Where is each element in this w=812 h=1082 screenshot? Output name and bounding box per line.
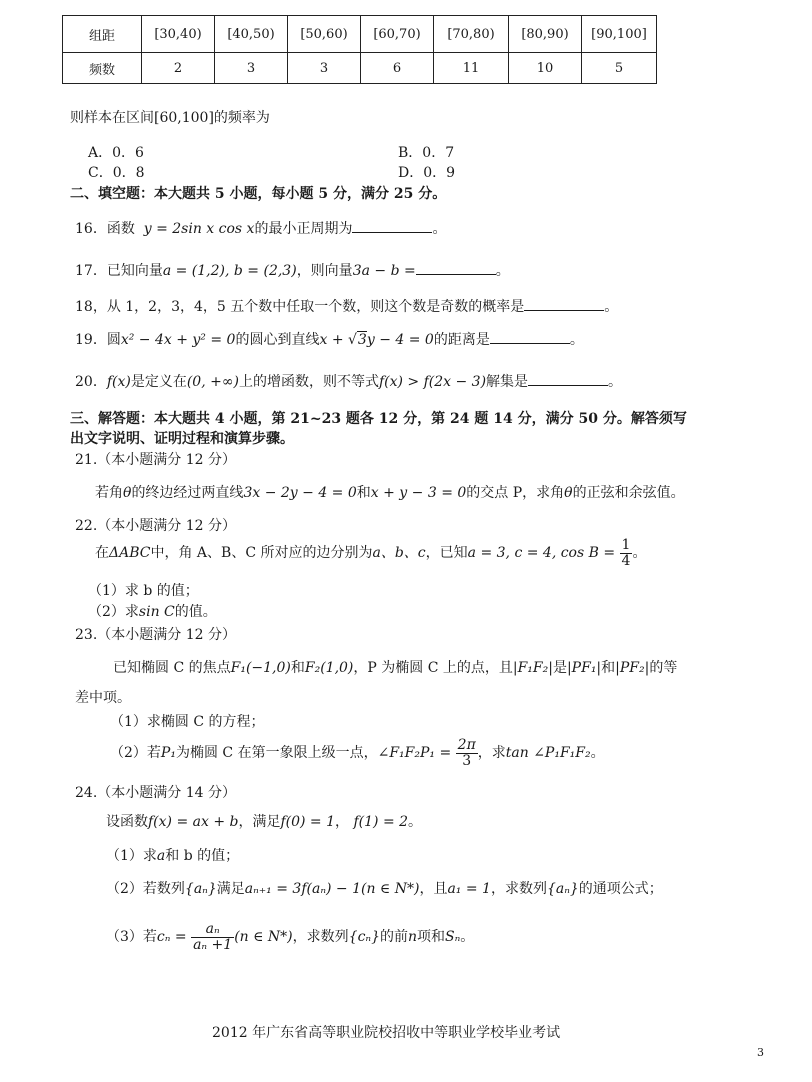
question-17: 17．已知向量a = (1,2), b = (2,3)，则向量3a − b = 。 <box>75 263 510 279</box>
question-18: 18，从 1，2，3，4，5 五个数中任取一个数，则这个数是奇数的概率是 。 <box>75 299 619 315</box>
question-23-header: 23.（本小题满分 12 分） <box>75 627 236 643</box>
question-22-part-2: （2）求sin C的值。 <box>88 604 217 620</box>
question-23-part-2: （2）若P₁为椭圆 C 在第一象限上级一点，∠F₁F₂P₁ = $\frac{2\pi}{3}$ ，求tan ∠P₁F₁F₂。 <box>110 737 605 769</box>
question-21-header: 21.（本小题满分 12 分） <box>75 452 236 468</box>
q17-expression: 3a − b = <box>352 263 416 279</box>
table-cell-count: 2 <box>142 53 215 84</box>
table-cell-count: 5 <box>582 53 657 84</box>
table-cell-interval: [40,50) <box>215 16 288 53</box>
answer-blank <box>352 220 432 233</box>
question-22-body: 在ΔABC中，角 A、B、C 所对应的边分别为a、b、c，已知a = 3, c = 4, cos B = $\frac{1}{4}$ 。 <box>95 537 647 569</box>
answer-blank <box>528 373 608 386</box>
q20-inequality: f(x) > f(2x − 3) <box>378 374 487 390</box>
table-cell-count: 3 <box>215 53 288 84</box>
answer-blank <box>524 298 604 311</box>
q15-stem: 则样本在区间[60,100]的频率为 <box>70 110 270 126</box>
fraction: $\frac{2\pi}{3}$ <box>457 737 476 769</box>
question-16: 16．函数 y = 2sin x cos x的最小正周期为 。 <box>75 221 447 237</box>
question-24-part-2: （2）若数列{aₙ}满足aₙ₊₁ = 3f(aₙ) − 1(n ∈ N*)，且a₁ = 1，求数列{aₙ}的通项公式； <box>106 881 663 897</box>
table-cell-count: 11 <box>434 53 509 84</box>
answer-blank <box>490 331 570 344</box>
frequency-table <box>62 15 657 84</box>
question-24-body: 设函数f(x) = ax + b，满足f(0) = 1， f(1) = 2。 <box>106 814 423 830</box>
table-cell-interval: [50,60) <box>288 16 361 53</box>
fraction: $\frac{\text{aₙ}}{\text{aₙ +1}}$ <box>193 921 233 953</box>
answer-blank <box>416 262 496 275</box>
question-19: 19．圆x² − 4x + y² = 0的圆心到直线x + √3y − 4 = 0的距离是 。 <box>75 332 584 348</box>
q15-interval: [60,100] <box>154 110 214 126</box>
question-24-header: 24.（本小题满分 14 分） <box>75 785 236 801</box>
page-number: 3 <box>757 1046 764 1059</box>
section-2-heading: 二、填空题：本大题共 5 小题，每小题 5 分，满分 25 分。 <box>70 186 447 202</box>
q17-vectors: a = (1,2), b = (2,3) <box>162 263 297 279</box>
question-23-part-1: （1）求椭圆 C 的方程； <box>110 714 265 730</box>
question-23-body-cont: 差中项。 <box>75 690 131 706</box>
question-22-header: 22.（本小题满分 12 分） <box>75 518 236 534</box>
table-cell-count: 10 <box>509 53 582 84</box>
q15-option-a: A．0．6 <box>88 145 144 161</box>
q15-option-c: C．0．8 <box>88 165 145 181</box>
q19-circle: x² − 4x + y² = 0 <box>120 332 236 348</box>
fraction: $\frac{1}{4}$ <box>621 537 631 569</box>
table-cell-interval: [90,100] <box>582 16 657 53</box>
q16-formula: y = 2sin x cos x <box>143 221 255 237</box>
table-row-label-interval: 组距 <box>63 16 142 53</box>
table-cell-count: 6 <box>361 53 434 84</box>
table-cell-interval: [80,90) <box>509 16 582 53</box>
table-cell-count: 3 <box>288 53 361 84</box>
question-21-body: 若角θ的终边经过两直线3x − 2y − 4 = 0和x + y − 3 = 0的交点 P，求角θ的正弦和余弦值。 <box>95 485 685 501</box>
question-22-part-1: （1）求 b 的值； <box>88 583 199 599</box>
question-23-body: 已知椭圆 C 的焦点F₁(−1,0)和F₂(1,0)，P 为椭圆 C 上的点，且|F₁F₂|是|PF₁|和|PF₂|的等 <box>113 660 678 676</box>
q15-option-d: D．0．9 <box>398 165 456 181</box>
table-cell-interval: [70,80) <box>434 16 509 53</box>
table-cell-interval: [30,40) <box>142 16 215 53</box>
q15-option-b: B．0．7 <box>398 145 455 161</box>
table-row-label-count: 频数 <box>63 53 142 84</box>
question-20: 20．f(x)是定义在(0, +∞)上的增函数，则不等式f(x) > f(2x − 3)解集是 。 <box>75 374 623 390</box>
table-cell-interval: [60,70) <box>361 16 434 53</box>
section-3-heading: 三、解答题：本大题共 4 小题，第 21~23 题各 12 分，第 24 题 14 分，满分 50 分。解答须写 <box>70 411 687 427</box>
q19-line: x + √3y − 4 = 0 <box>319 332 434 348</box>
section-3-heading-cont: 出文字说明、证明过程和演算步骤。 <box>70 431 294 447</box>
question-24-part-3: （3）若cₙ = $\frac{\text{aₙ}}{\text{aₙ +1}}$ (n ∈ N*)，求数列{cₙ}的前n项和Sₙ。 <box>106 921 475 953</box>
page-footer: 2012 年广东省高等职业院校招收中等职业学校毕业考试 <box>212 1025 561 1041</box>
question-24-part-1: （1）求a和 b 的值； <box>106 848 240 864</box>
